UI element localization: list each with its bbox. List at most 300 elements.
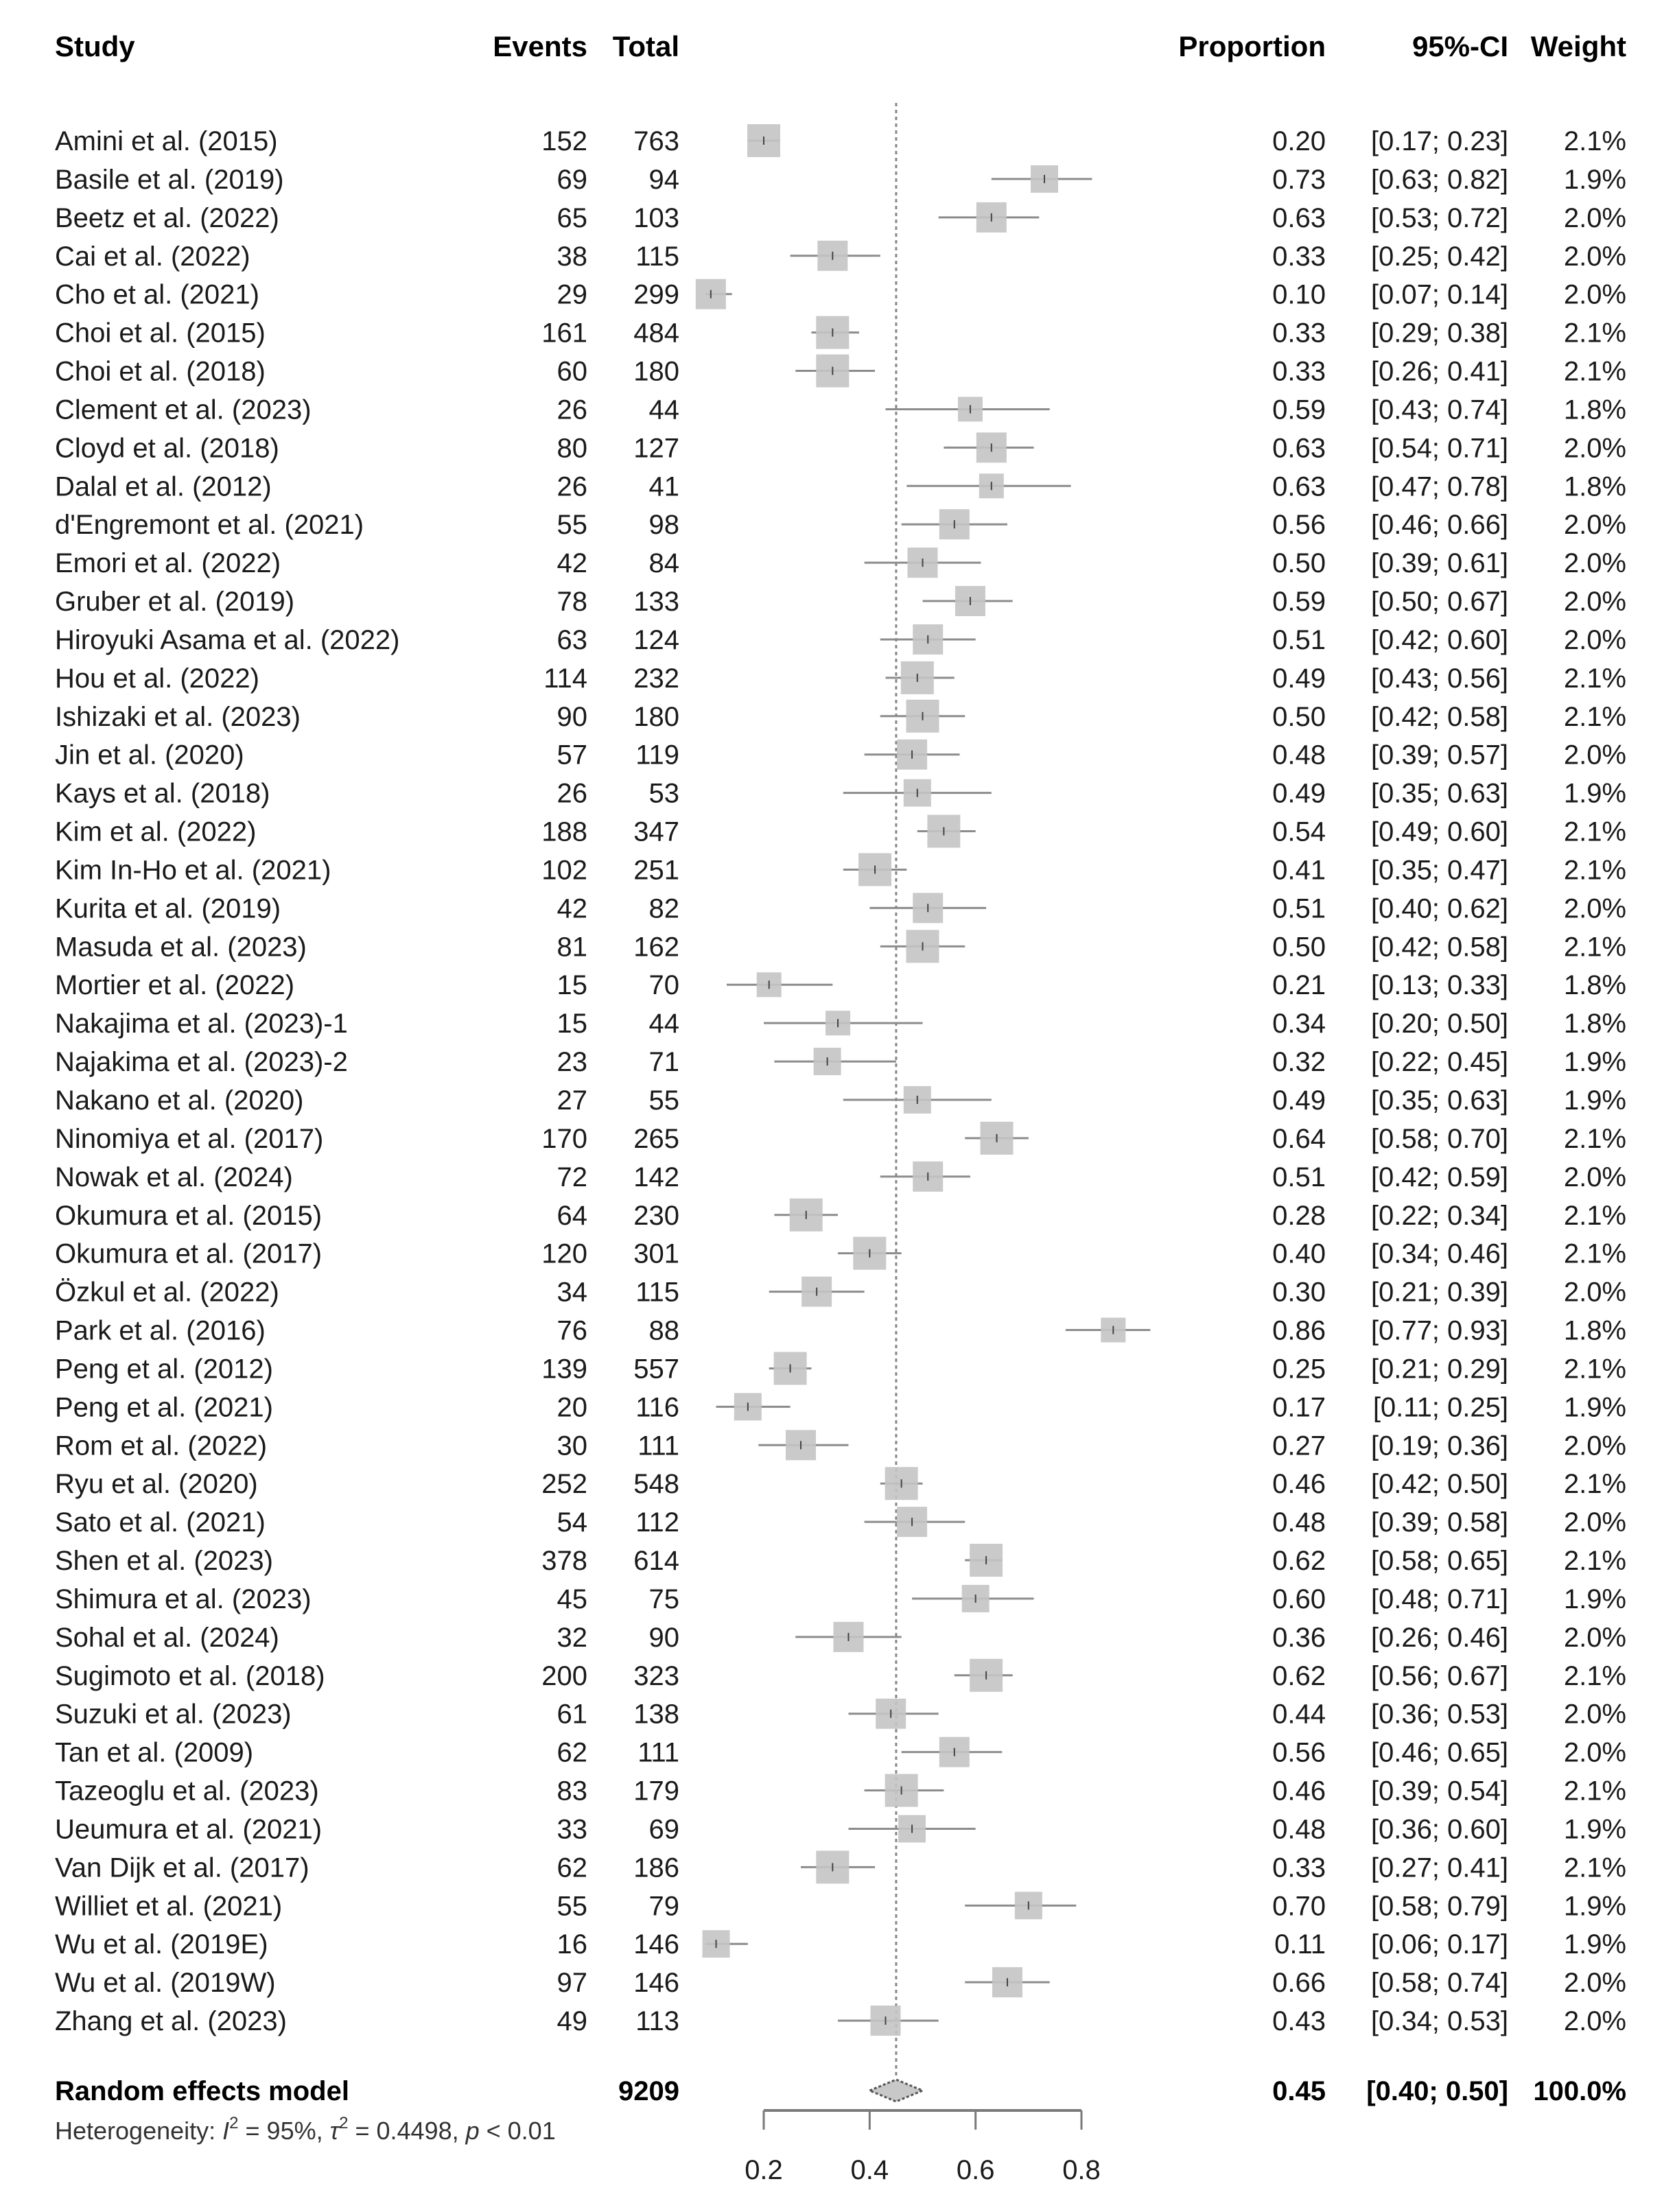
proportion-value: 0.33 [1272,318,1326,349]
ci-value: [0.43; 0.56] [1370,663,1508,694]
total-value: 230 [633,1200,679,1231]
ci-value: [0.39; 0.57] [1370,740,1508,770]
study-row [55,279,1626,310]
proportion-value: 0.33 [1272,241,1326,272]
header-events: Events [493,30,587,62]
proportion-value: 0.30 [1272,1277,1326,1308]
study-label: Mortier et al. (2022) [55,970,295,1001]
study-row [55,1891,1626,1921]
header-weight: Weight [1530,30,1626,62]
events-value: 32 [557,1622,587,1653]
events-value: 152 [541,126,587,156]
ci-value: [0.22; 0.34] [1370,1200,1508,1231]
events-value: 65 [557,202,587,233]
study-row [55,1277,1626,1308]
total-value: 548 [633,1469,679,1500]
weight-value: 1.9% [1563,778,1626,809]
ci-value: [0.17; 0.23] [1370,126,1508,156]
study-label: Shen et al. (2023) [55,1546,273,1577]
study-label: Zhang et al. (2023) [55,2006,287,2037]
ci-value: [0.58; 0.70] [1370,1123,1508,1154]
events-value: 62 [557,1852,587,1883]
study-label: Ishizaki et al. (2023) [55,701,301,732]
ci-value: [0.43; 0.74] [1370,395,1508,425]
ci-value: [0.13; 0.33] [1370,970,1508,1001]
ci-value: [0.54; 0.71] [1370,433,1508,464]
total-value: 79 [648,1891,679,1922]
heterogeneity-text [55,2114,556,2145]
study-row [55,471,1626,502]
study-row [55,1814,1626,1844]
ci-value: [0.35; 0.47] [1370,855,1508,886]
ci-value: [0.49; 0.60] [1370,816,1508,847]
total-value: 180 [633,356,679,387]
total-value: 113 [635,2006,679,2037]
study-row [55,893,1626,923]
het-i2-symbol: I [222,2117,230,2145]
total-value: 142 [633,1162,679,1192]
het-i2-sup: 2 [229,2114,239,2132]
ci-value: [0.56; 0.67] [1370,1660,1508,1691]
events-value: 114 [543,663,587,694]
study-label: Sugimoto et al. (2018) [55,1660,325,1691]
study-label: Tazeoglu et al. (2023) [55,1776,319,1807]
study-label: Williet et al. (2021) [55,1891,283,1922]
study-row [55,1122,1626,1155]
events-value: 102 [541,855,587,886]
total-value: 112 [635,1507,679,1538]
proportion-value: 0.56 [1272,1737,1326,1768]
total-value: 88 [648,1315,679,1346]
ci-value: [0.06; 0.17] [1370,1929,1508,1960]
header-ci: 95%-CI [1412,30,1508,62]
weight-value: 2.0% [1563,548,1626,579]
study-label: Jin et al. (2020) [55,740,244,770]
ci-value: [0.22; 0.45] [1370,1047,1508,1078]
proportion-value: 0.62 [1272,1546,1326,1577]
header-study: Study [55,30,135,62]
study-row [55,1850,1626,1883]
header-total: Total [612,30,679,62]
weight-value: 1.9% [1563,1584,1626,1614]
total-value: 162 [633,932,679,963]
summary-diamond [869,2080,922,2102]
total-value: 119 [635,740,679,770]
total-value: 251 [633,855,679,886]
proportion-value: 0.36 [1272,1622,1326,1653]
weight-value: 2.1% [1563,1200,1626,1231]
events-value: 63 [557,624,587,655]
proportion-value: 0.11 [1274,1929,1326,1960]
study-row [55,700,1626,733]
proportion-value: 0.51 [1272,624,1326,655]
proportion-value: 0.50 [1272,932,1326,963]
proportion-value: 0.34 [1272,1009,1326,1039]
events-value: 34 [557,1277,587,1308]
events-value: 252 [541,1469,587,1500]
events-value: 200 [541,1660,587,1691]
total-value: 103 [633,202,679,233]
ci-value: [0.34; 0.53] [1370,2006,1508,2037]
weight-value: 2.1% [1563,1123,1626,1154]
ci-value: [0.46; 0.65] [1370,1737,1508,1768]
ci-value: [0.39; 0.61] [1370,548,1508,579]
study-label: Beetz et al. (2022) [55,202,279,233]
weight-value: 1.8% [1563,970,1626,1001]
proportion-value: 0.21 [1272,970,1326,1001]
ci-value: [0.26; 0.41] [1370,356,1508,387]
proportion-value: 0.46 [1272,1776,1326,1807]
events-value: 33 [557,1814,587,1845]
total-value: 44 [648,395,679,425]
proportion-value: 0.25 [1272,1354,1326,1385]
ci-value: [0.58; 0.74] [1370,1968,1508,1999]
weight-value: 2.0% [1563,1507,1626,1538]
study-row [55,1967,1626,1998]
ci-value: [0.46; 0.66] [1370,510,1508,541]
events-value: 57 [557,740,587,770]
proportion-value: 0.63 [1272,433,1326,464]
study-row [55,1316,1626,1346]
total-value: 763 [633,126,679,156]
study-row [55,1737,1626,1768]
total-value: 69 [648,1814,679,1845]
events-value: 55 [557,1891,587,1922]
ci-value: [0.40; 0.62] [1370,893,1508,924]
total-value: 75 [648,1584,679,1614]
study-label: Ryu et al. (2020) [55,1469,258,1500]
study-row [55,1929,1626,1960]
proportion-value: 0.27 [1272,1431,1326,1461]
weight-value: 2.0% [1563,1699,1626,1730]
weight-value: 1.9% [1563,1814,1626,1845]
events-value: 29 [557,279,587,310]
ci-value: [0.29; 0.38] [1370,318,1508,349]
weight-value: 2.0% [1563,624,1626,655]
study-row [55,316,1626,349]
proportion-value: 0.49 [1272,1085,1326,1116]
study-label: Nakano et al. (2020) [55,1085,304,1116]
events-value: 62 [557,1737,587,1768]
proportion-value: 0.51 [1272,1162,1326,1192]
total-value: 115 [635,1277,679,1308]
study-label: Sohal et al. (2024) [55,1622,279,1653]
study-label: Choi et al. (2015) [55,318,266,349]
events-value: 26 [557,471,587,502]
study-row [55,395,1626,425]
proportion-value: 0.50 [1272,548,1326,579]
ci-value: [0.34; 0.46] [1370,1238,1508,1269]
axis-tick-label: 0.6 [956,2155,995,2185]
ci-value: [0.53; 0.72] [1370,202,1508,233]
study-row [55,1009,1626,1039]
proportion-value: 0.40 [1272,1238,1326,1269]
study-label: Suzuki et al. (2023) [55,1699,292,1730]
events-value: 23 [557,1047,587,1078]
total-value: 115 [635,241,679,272]
weight-value: 2.1% [1563,356,1626,387]
ci-value: [0.26; 0.46] [1370,1622,1508,1653]
total-value: 146 [633,1929,679,1960]
proportion-value: 0.64 [1272,1123,1326,1154]
weight-value: 2.1% [1563,1852,1626,1883]
weight-value: 2.0% [1563,2006,1626,2037]
header-proportion: Proportion [1178,30,1326,62]
study-row [55,815,1626,848]
events-value: 170 [541,1123,587,1154]
het-tau2-symbol: τ [329,2117,340,2145]
total-value: 180 [633,701,679,732]
ci-value: [0.42; 0.60] [1370,624,1508,655]
study-rows [55,124,1626,2036]
het-i2-value: = 95%, [238,2117,330,2145]
ci-value: [0.21; 0.29] [1370,1354,1508,1385]
events-value: 49 [557,2006,587,2037]
ci-value: [0.36; 0.60] [1370,1814,1508,1845]
proportion-value: 0.86 [1272,1315,1326,1346]
het-prefix: Heterogeneity: [55,2117,223,2145]
study-row [55,930,1626,963]
study-row [55,1584,1626,1614]
proportion-value: 0.33 [1272,1852,1326,1883]
study-label: Hou et al. (2022) [55,663,259,694]
proportion-value: 0.44 [1272,1699,1326,1730]
het-p-symbol: p [465,2117,480,2145]
events-value: 26 [557,395,587,425]
weight-value: 1.9% [1563,1085,1626,1116]
study-row [55,1237,1626,1270]
proportion-value: 0.63 [1272,471,1326,502]
summary-weight: 100.0% [1533,2076,1626,2106]
total-value: 90 [648,1622,679,1653]
study-row [55,509,1626,540]
proportion-value: 0.20 [1272,126,1326,156]
study-label: Park et al. (2016) [55,1315,266,1346]
study-label: Hiroyuki Asama et al. (2022) [55,624,400,655]
total-value: 84 [648,548,679,579]
study-row [55,1430,1626,1461]
total-value: 614 [633,1546,679,1577]
study-label: Özkul et al. (2022) [55,1277,279,1308]
study-label: Kays et al. (2018) [55,778,270,809]
study-label: Shimura et al. (2023) [55,1584,312,1614]
study-label: Sato et al. (2021) [55,1507,266,1538]
total-value: 124 [633,624,679,655]
proportion-value: 0.51 [1272,893,1326,924]
study-row [55,1544,1626,1577]
study-label: Wu et al. (2019W) [55,1968,276,1999]
proportion-value: 0.46 [1272,1469,1326,1500]
weight-value: 2.1% [1563,816,1626,847]
study-row [55,1659,1626,1692]
study-row [55,548,1626,578]
proportion-value: 0.54 [1272,816,1326,847]
study-label: Nowak et al. (2024) [55,1162,293,1192]
weight-value: 2.0% [1563,1737,1626,1768]
total-value: 82 [648,893,679,924]
proportion-value: 0.48 [1272,1507,1326,1538]
ci-value: [0.42; 0.58] [1370,701,1508,732]
proportion-value: 0.17 [1272,1392,1326,1423]
proportion-value: 0.10 [1272,279,1326,310]
proportion-value: 0.33 [1272,356,1326,387]
study-label: Tan et al. (2009) [55,1737,254,1768]
study-label: Gruber et al. (2019) [55,587,295,617]
study-row [55,970,1626,1000]
study-row [55,241,1626,272]
ci-value: [0.39; 0.58] [1370,1507,1508,1538]
study-row [55,586,1626,617]
ci-value: [0.35; 0.63] [1370,1085,1508,1116]
weight-value: 2.1% [1563,1660,1626,1691]
summary-total: 9209 [618,2076,679,2106]
weight-value: 2.1% [1563,855,1626,886]
het-tau2-value: = 0.4498, [348,2117,466,2145]
total-value: 146 [633,1968,679,1999]
study-label: Clement et al. (2023) [55,395,312,425]
study-row [55,661,1626,694]
x-axis [745,2110,1101,2185]
weight-value: 2.0% [1563,241,1626,272]
summary-proportion: 0.45 [1272,2076,1326,2106]
study-row [55,1467,1626,1500]
events-value: 69 [557,164,587,195]
proportion-value: 0.56 [1272,510,1326,541]
weight-value: 2.1% [1563,1354,1626,1385]
study-row [55,624,1626,655]
ci-value: [0.58; 0.79] [1370,1891,1508,1922]
total-value: 98 [648,510,679,541]
study-label: Kim et al. (2022) [55,816,257,847]
proportion-value: 0.73 [1272,164,1326,195]
study-label: Emori et al. (2022) [55,548,281,579]
proportion-value: 0.70 [1272,1891,1326,1922]
proportion-value: 0.62 [1272,1660,1326,1691]
study-label: Ninomiya et al. (2017) [55,1123,324,1154]
weight-value: 1.8% [1563,1315,1626,1346]
ci-value: [0.19; 0.36] [1370,1431,1508,1461]
weight-value: 2.0% [1563,1622,1626,1653]
study-row [55,124,1626,157]
study-row [55,1352,1626,1385]
study-label: Cai et al. (2022) [55,241,250,272]
total-value: 557 [633,1354,679,1385]
ci-value: [0.35; 0.63] [1370,778,1508,809]
total-value: 94 [648,164,679,195]
column-headers [55,30,1626,62]
proportion-value: 0.49 [1272,778,1326,809]
total-value: 186 [633,1852,679,1883]
ci-value: [0.20; 0.50] [1370,1009,1508,1039]
events-value: 42 [557,893,587,924]
events-value: 97 [557,1968,587,1999]
ci-value: [0.25; 0.42] [1370,241,1508,272]
weight-value: 2.1% [1563,932,1626,963]
events-value: 30 [557,1431,587,1461]
ci-value: [0.47; 0.78] [1370,471,1508,502]
study-row [55,165,1626,195]
total-value: 323 [633,1660,679,1691]
events-value: 81 [557,932,587,963]
total-value: 111 [637,1431,679,1461]
ci-value: [0.77; 0.93] [1370,1315,1508,1346]
study-label: Kurita et al. (2019) [55,893,281,924]
proportion-value: 0.59 [1272,395,1326,425]
study-row [55,1085,1626,1116]
study-label: Van Dijk et al. (2017) [55,1852,309,1883]
weight-value: 1.8% [1563,471,1626,502]
weight-value: 2.0% [1563,1162,1626,1192]
events-value: 120 [541,1238,587,1269]
events-value: 78 [557,587,587,617]
ci-value: [0.36; 0.53] [1370,1699,1508,1730]
study-label: Choi et al. (2018) [55,356,266,387]
weight-value: 2.1% [1563,663,1626,694]
ci-value: [0.42; 0.58] [1370,932,1508,963]
study-label: Amini et al. (2015) [55,126,278,156]
weight-value: 2.0% [1563,587,1626,617]
study-label: Peng et al. (2012) [55,1354,273,1385]
weight-value: 1.9% [1563,1929,1626,1960]
study-row [55,202,1626,233]
events-value: 64 [557,1200,587,1231]
proportion-value: 0.48 [1272,740,1326,770]
weight-value: 2.0% [1563,740,1626,770]
events-value: 54 [557,1507,587,1538]
study-row [55,432,1626,463]
study-label: Peng et al. (2021) [55,1392,273,1423]
total-value: 484 [633,318,679,349]
events-value: 61 [557,1699,587,1730]
study-row [55,1507,1626,1538]
study-label: Masuda et al. (2023) [55,932,307,963]
study-label: Nakajima et al. (2023)-1 [55,1009,348,1039]
weight-value: 1.9% [1563,164,1626,195]
study-label: Rom et al. (2022) [55,1431,268,1461]
events-value: 80 [557,433,587,464]
proportion-value: 0.32 [1272,1047,1326,1078]
events-value: 76 [557,1315,587,1346]
ci-value: [0.63; 0.82] [1370,164,1508,195]
weight-value: 1.9% [1563,1392,1626,1423]
total-value: 301 [633,1238,679,1269]
study-label: Okumura et al. (2017) [55,1238,323,1269]
events-value: 55 [557,510,587,541]
total-value: 44 [648,1009,679,1039]
study-row [55,740,1626,770]
study-row [55,779,1626,809]
proportion-value: 0.43 [1272,2006,1326,2037]
proportion-value: 0.63 [1272,202,1326,233]
ci-value: [0.50; 0.67] [1370,587,1508,617]
study-label: Okumura et al. (2015) [55,1200,323,1231]
ci-value: [0.21; 0.39] [1370,1277,1508,1308]
total-value: 232 [633,663,679,694]
total-value: 111 [637,1737,679,1768]
weight-value: 2.0% [1563,202,1626,233]
events-value: 378 [541,1546,587,1577]
ci-value: [0.11; 0.25] [1372,1392,1508,1423]
weight-value: 2.1% [1563,1238,1626,1269]
events-value: 26 [557,778,587,809]
total-value: 116 [635,1392,679,1423]
ci-value: [0.27; 0.41] [1370,1852,1508,1883]
het-p-value: < 0.01 [479,2117,556,2145]
events-value: 15 [557,970,587,1001]
weight-value: 2.0% [1563,1968,1626,1999]
total-value: 41 [648,471,679,502]
study-row [55,1199,1626,1232]
